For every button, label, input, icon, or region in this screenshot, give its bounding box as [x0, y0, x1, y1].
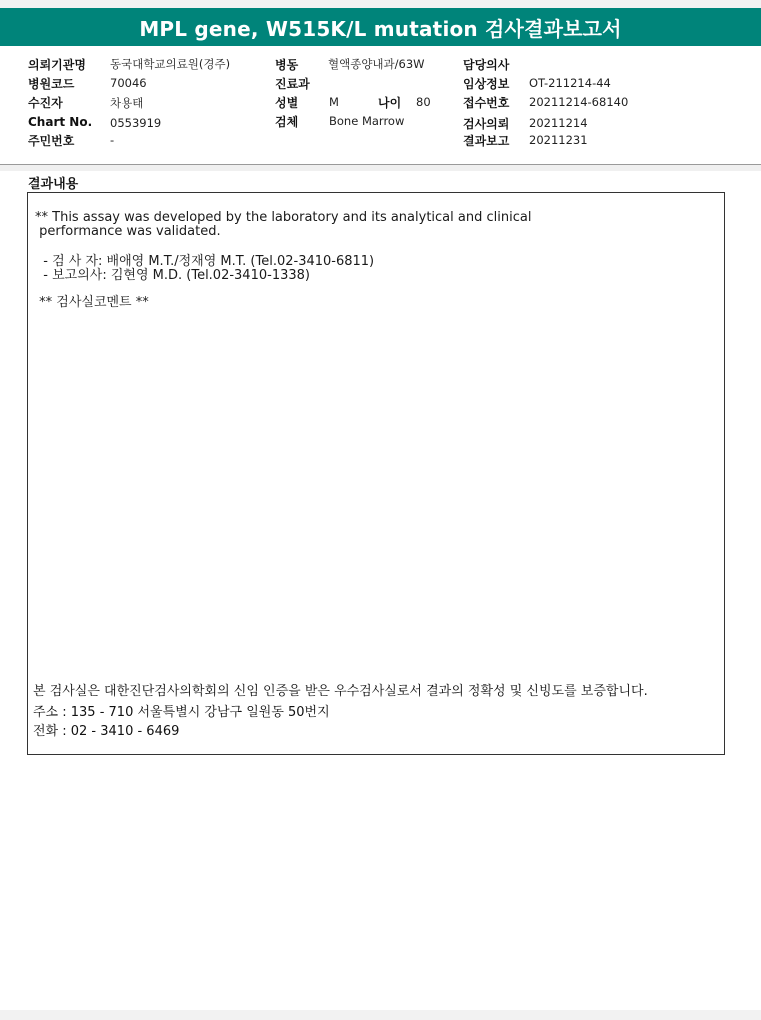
resident-no-label: 주민번호 — [28, 134, 75, 148]
sex-value: M — [329, 95, 339, 109]
institution-label: 의뢰기관명 — [28, 58, 86, 72]
hospital-code-label: 병원코드 — [28, 77, 75, 91]
report-date-value: 20211231 — [529, 133, 588, 147]
age-label: 나이 — [378, 96, 402, 110]
institution-value: 동국대학교의료원(경주) — [110, 57, 231, 71]
results-section-title: 결과내용 — [28, 177, 79, 192]
result-line: ** This assay was developed by the laboratory and its analytical and clinical — [35, 210, 532, 225]
specimen-value: Bone Marrow — [329, 114, 405, 128]
request-date-value: 20211214 — [529, 116, 588, 130]
ward-value: 혈액종양내과/63W — [328, 57, 425, 71]
specimen-label: 검체 — [275, 115, 299, 129]
lab-address: 주소 : 135 - 710 서울특별시 강남구 일원동 50번지 — [33, 705, 330, 720]
hospital-code-value: 70046 — [110, 76, 147, 90]
receipt-no-value: 20211214-68140 — [529, 95, 629, 109]
resident-no-value: - — [110, 133, 115, 147]
patient-value: 차용태 — [110, 96, 144, 110]
top-strip — [0, 0, 761, 8]
report-title: MPL gene, W515K/L mutation 검사결과보고서 — [139, 16, 622, 41]
lab-phone: 전화 : 02 - 3410 - 6469 — [33, 724, 180, 739]
patient-label: 수진자 — [28, 96, 63, 110]
physician-label: 담당의사 — [463, 58, 510, 72]
result-line: performance was validated. — [35, 224, 221, 239]
bottom-strip — [0, 1010, 761, 1020]
receipt-no-label: 접수번호 — [463, 96, 510, 110]
ward-label: 병동 — [275, 58, 299, 72]
request-date-label: 검사의뢰 — [463, 117, 510, 131]
age-value: 80 — [416, 95, 431, 109]
result-line: - 검 사 자: 배애영 M.T./정재영 M.T. (Tel.02-3410-6811) — [35, 254, 375, 269]
section-divider — [0, 165, 761, 171]
chart-no-value: 0553919 — [110, 116, 162, 130]
sex-label: 성별 — [275, 96, 299, 110]
report-title-bar — [0, 8, 761, 46]
chart-no-label: Chart No. — [28, 115, 93, 129]
patient-info-header — [0, 46, 761, 165]
clinical-info-value: OT-211214-44 — [529, 76, 611, 90]
department-label: 진료과 — [275, 77, 310, 91]
report-date-label: 결과보고 — [463, 134, 510, 148]
result-line: - 보고의사: 김현영 M.D. (Tel.02-3410-1338) — [35, 268, 310, 283]
clinical-info-label: 임상정보 — [463, 77, 510, 91]
certification-statement: 본 검사실은 대한진단검사의학회의 신임 인증을 받은 우수검사실로서 결과의 정확성 및 신빙도를 보증합니다. — [33, 684, 648, 699]
results-box — [27, 192, 725, 755]
result-line: ** 검사실코멘트 ** — [35, 295, 149, 310]
